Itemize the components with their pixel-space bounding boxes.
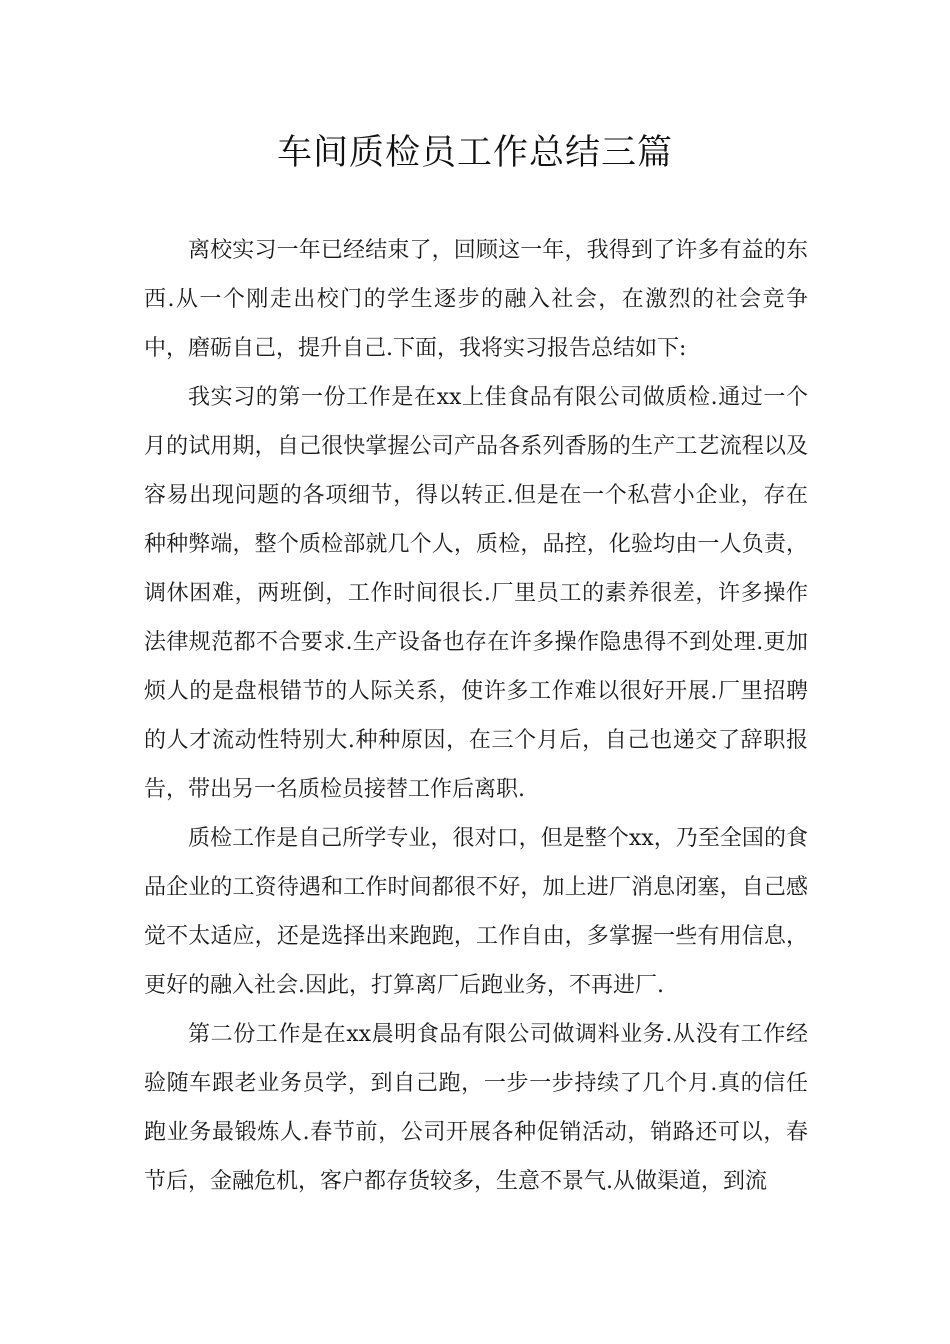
paragraph-3: 质检工作是自己所学专业，很对口，但是整个xx，乃至全国的食品企业的工资待遇和工作时间都很不好，加上进厂消息闭塞，自己感觉不太适应，还是选择出来跑跑，工作自由，多掌握一些有用信息，更好的融入社会.因此，打算离厂后跑业务，不再进厂. xyxy=(144,826,808,998)
paragraph-1: 离校实习一年已经结束了，回顾这一年，我得到了许多有益的东西.从一个刚走出校门的学生逐步的融入社会，在激烈的社会竞争中，磨砺自己，提升自己.下面，我将实习报告总结如下: xyxy=(144,238,808,361)
document-title: 车间质检员工作总结三篇 xyxy=(276,133,673,173)
paragraph-4: 第二份工作是在xx晨明食品有限公司做调料业务.从没有工作经验随车跟老业务员学，到自己跑，一步一步持续了几个月.真的信任跑业务最锻炼人.春节前，公司开展各种促销活动，销路还可以，春节后，金融危机，客户都存货较多，生意不景气.从做渠道，到流 xyxy=(144,1022,808,1194)
document-body xyxy=(144,226,808,1206)
paragraph-2: 我实习的第一份工作是在xx上佳食品有限公司做质检.通过一个月的试用期，自己很快掌握公司产品各系列香肠的生产工艺流程以及容易出现问题的各项细节，得以转正.但是在一个私营小企业，存在种种弊端，整个质检部就几个人，质检，品控，化验均由一人负责，调休困难，两班倒，工作时间很长.厂里员工的素养很差，许多操作法律规范都不合要求.生产设备也存在许多操作隐患得不到处理.更加烦人的是盘根错节的人际关系，使许多工作难以很好开展.厂里招聘的人才流动性特别大.种种原因，在三个月后，自己也递交了辞职报告，带出另一名质检员接替工作后离职. xyxy=(144,385,808,802)
